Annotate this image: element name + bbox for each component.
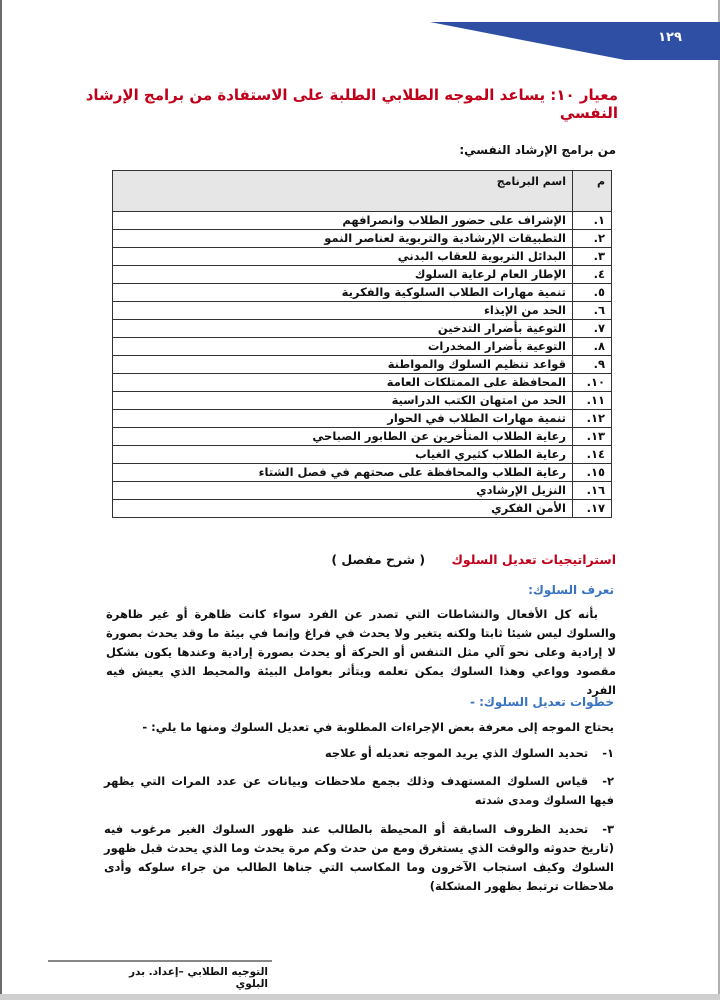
step-number: ٢- <box>602 774 614 788</box>
definition-paragraph: بأنه كل الأفعال والنشاطات التي تصدر عن الفرد سواء كانت ظاهرة أو غير ظاهرة والسلوك ليس شيئا ثابتا ولكنه يتغير ولا يحدث في فراغ وإنما في بيئة ما وقد يحدث بصورة لا إرادية وعلى نحو آلي مثل التنفس أو الحركة أو يحدث بصورة إرادية وعندها يكون بشكل مقصود وواعي وهذا السلوك يمكن تعلمه ويتأثر بعوامل البيئة والمحيط الذي يعيش فيه الفرد <box>106 607 616 697</box>
row-number: ١٧. <box>573 500 612 518</box>
program-name: التوعية بأضرار المخدرات <box>113 338 573 356</box>
step-text: تحديد الظروف السابقة أو المحيطة بالطالب عند ظهور السلوك الغير مرغوب فيه (تاريخ حدوثه والوقت الذي يستغرق ومع من حدث وكم مرة يحدث وما الذي يحدث قبل ظهور السلوك وكيف استجاب الآخرون وما المكاسب التي جناها الطالب من جراء سلوكه وأدى ملاحظات ترتبط بظهور المشكلة) <box>104 822 614 893</box>
table-row <box>113 410 612 428</box>
strategy-note: ( شرح مفصل ) <box>331 552 426 567</box>
program-name: الأمن الفكري <box>113 500 573 518</box>
steps-intro: يحتاج الموجه إلى معرفة بعض الإجراءات المطلوبة في تعديل السلوك ومنها ما يلي: - <box>142 720 614 734</box>
table-row <box>113 446 612 464</box>
row-number: ٣. <box>573 248 612 266</box>
step-text: قياس السلوك المستهدف وذلك بجمع ملاحظات وبيانات عن عدد المرات التي يظهر فيها السلوك ومدى شدته <box>104 774 614 807</box>
header-name: اسم البرنامج <box>113 171 573 212</box>
footer-divider <box>48 960 272 962</box>
row-number: ١٤. <box>573 446 612 464</box>
row-number: ٢. <box>573 230 612 248</box>
row-number: ٤. <box>573 266 612 284</box>
programs-table <box>112 170 612 518</box>
table-row <box>113 374 612 392</box>
row-number: ٩. <box>573 356 612 374</box>
page-left-border <box>0 0 2 1000</box>
program-name: رعاية الطلاب كثيري الغياب <box>113 446 573 464</box>
table-row <box>113 356 612 374</box>
step-number: ١- <box>602 746 614 760</box>
row-number: ٥. <box>573 284 612 302</box>
step-item <box>104 772 614 810</box>
program-name: تنمية مهارات الطلاب في الحوار <box>113 410 573 428</box>
table-row <box>113 230 612 248</box>
program-name: الحد من الإيذاء <box>113 302 573 320</box>
row-number: ١٢. <box>573 410 612 428</box>
program-name: الإشراف على حضور الطلاب وانصرافهم <box>113 212 573 230</box>
program-name: رعاية الطلاب المتأخرين عن الطابور الصباحي <box>113 428 573 446</box>
strategy-title: استراتيجيات تعديل السلوك <box>451 552 616 567</box>
page-bottom-edge <box>0 994 720 1000</box>
steps-title: خطوات تعديل السلوك: - <box>469 695 614 709</box>
definition-title: تعرف السلوك: <box>528 583 614 597</box>
programs-intro: من برامج الإرشاد النفسي: <box>459 143 616 157</box>
table-row <box>113 482 612 500</box>
step-number: ٣- <box>602 822 614 836</box>
row-number: ١٥. <box>573 464 612 482</box>
row-number: ١١. <box>573 392 612 410</box>
row-number: ٧. <box>573 320 612 338</box>
programs-table-body <box>113 212 612 518</box>
row-number: ١٠. <box>573 374 612 392</box>
row-number: ١٦. <box>573 482 612 500</box>
header-num: م <box>573 171 612 212</box>
step-text: تحديد السلوك الذي يريد الموجه تعديله أو علاجه <box>324 746 589 760</box>
program-name: رعاية الطلاب والمحافظة على صحتهم في فصل الشتاء <box>113 464 573 482</box>
program-name: قواعد تنظيم السلوك والمواطنة <box>113 356 573 374</box>
table-row <box>113 428 612 446</box>
program-name: تنمية مهارات الطلاب السلوكية والفكرية <box>113 284 573 302</box>
table-row <box>113 464 612 482</box>
table-row <box>113 500 612 518</box>
row-number: ٦. <box>573 302 612 320</box>
table-row <box>113 212 612 230</box>
criterion-title: معيار ١٠: يساعد الموجه الطلابي الطلبة على الاستفادة من برامج الإرشاد النفسي <box>85 86 618 122</box>
table-header-row <box>113 171 612 212</box>
program-name: الحد من امتهان الكتب الدراسية <box>113 392 573 410</box>
page-number: ١٢٩ <box>658 30 682 45</box>
row-number: ٨. <box>573 338 612 356</box>
program-name: البدائل التربوية للعقاب البدني <box>113 248 573 266</box>
step-item <box>104 820 614 896</box>
footer-text: التوجيه الطلابي –إعداد. بدر البلوي <box>128 966 268 990</box>
strategy-heading <box>116 552 616 567</box>
program-name: التوعية بأضرار التدخين <box>113 320 573 338</box>
table-row <box>113 320 612 338</box>
row-number: ١٣. <box>573 428 612 446</box>
table-row <box>113 392 612 410</box>
program-name: المحافظة على الممتلكات العامة <box>113 374 573 392</box>
program-name: الإطار العام لرعاية السلوك <box>113 266 573 284</box>
table-row <box>113 338 612 356</box>
table-row <box>113 266 612 284</box>
table-row <box>113 302 612 320</box>
program-name: النزيل الإرشادي <box>113 482 573 500</box>
step-item <box>104 744 614 763</box>
table-row <box>113 284 612 302</box>
row-number: ١. <box>573 212 612 230</box>
table-row <box>113 248 612 266</box>
program-name: التطبيقات الإرشادية والتربوية لعناصر النمو <box>113 230 573 248</box>
